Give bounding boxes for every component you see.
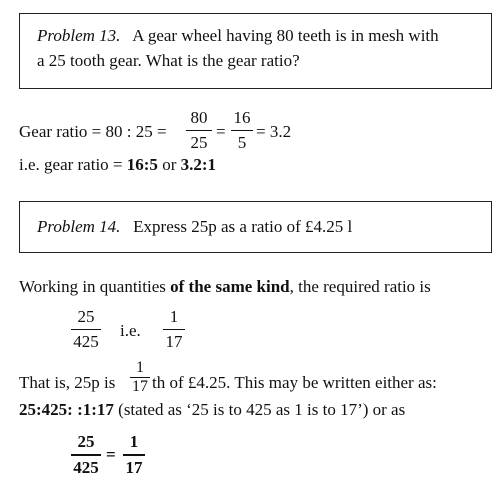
fraction-numerator: 1 [136,359,144,376]
gear-ratio-prefix: Gear ratio = 80 : 25 = [19,122,167,141]
fraction-bar [71,329,101,330]
fraction-bar [231,130,253,131]
problem-13-box [19,13,492,89]
fraction-denominator: 25 [190,133,208,152]
fraction-25-425 [71,307,101,352]
th-of-text: th of £4.25. This may be written either as: [152,373,437,392]
problem-14-text: Express 25p as a ratio of £4.25 l [133,217,353,236]
fraction-numerator: 1 [129,432,139,451]
ie-label: i.e. [120,321,141,340]
problem-13-text-1: A gear wheel having 80 teeth is in mesh with [132,26,439,45]
problem-13-line-2 [37,51,300,71]
bold-ratio: 25:425: :1:17 [19,400,114,419]
fraction-bar [71,454,101,456]
fraction-numerator: 1 [169,307,179,326]
ie-text: i.e. gear ratio = [19,155,123,174]
fraction-denominator: 425 [73,332,99,351]
fraction-80-25 [186,108,212,153]
gear-ratio-ie-line [19,155,216,175]
fraction-denominator: 425 [73,458,99,477]
para-bold: of the same kind [170,277,290,296]
or-text: or [162,155,177,174]
fraction-bar [163,329,185,330]
fraction-bar [186,130,212,131]
fraction-numerator: 25 [77,307,95,326]
fraction-denominator: 17 [125,458,143,477]
working-paragraph [19,277,431,297]
fraction-numerator: 80 [190,108,208,127]
fraction-1-17 [163,307,185,352]
problem-14-line [37,217,352,237]
para-start: Working in quantities [19,277,166,296]
problem-14-box [19,201,492,253]
that-is-text: That is, 25p is [19,373,116,392]
fraction-bar [123,454,145,456]
fraction-16-5 [231,108,253,153]
problem-13-line-1 [37,26,439,46]
equals-sign: = [216,122,226,141]
fraction-numerator: 25 [77,432,95,451]
stated-as-text: (stated as ‘25 is to 425 as 1 is to 17’) or as [118,400,406,419]
final-fraction-1-17 [123,432,145,478]
fraction-denominator: 17 [132,378,148,395]
fraction-denominator: 5 [237,133,247,152]
problem-13-label: Problem 13. [37,26,121,45]
gear-ratio-result: = 3.2 [256,122,292,141]
final-fraction-25-425 [71,432,101,478]
fraction-denominator: 17 [165,332,183,351]
problem-14-label: Problem 14. [37,217,121,236]
ratio-statement-line [19,400,405,420]
final-equals-sign: = [106,445,116,464]
inline-fraction-1-17 [130,360,150,395]
problem-13-text-2: a 25 tooth gear. What is the gear ratio? [37,51,300,70]
para-end: , the required ratio is [289,277,431,296]
fraction-numerator: 16 [233,108,251,127]
ratio-3-2-1: 3.2:1 [180,155,217,174]
ratio-16-5: 16:5 [126,155,158,174]
